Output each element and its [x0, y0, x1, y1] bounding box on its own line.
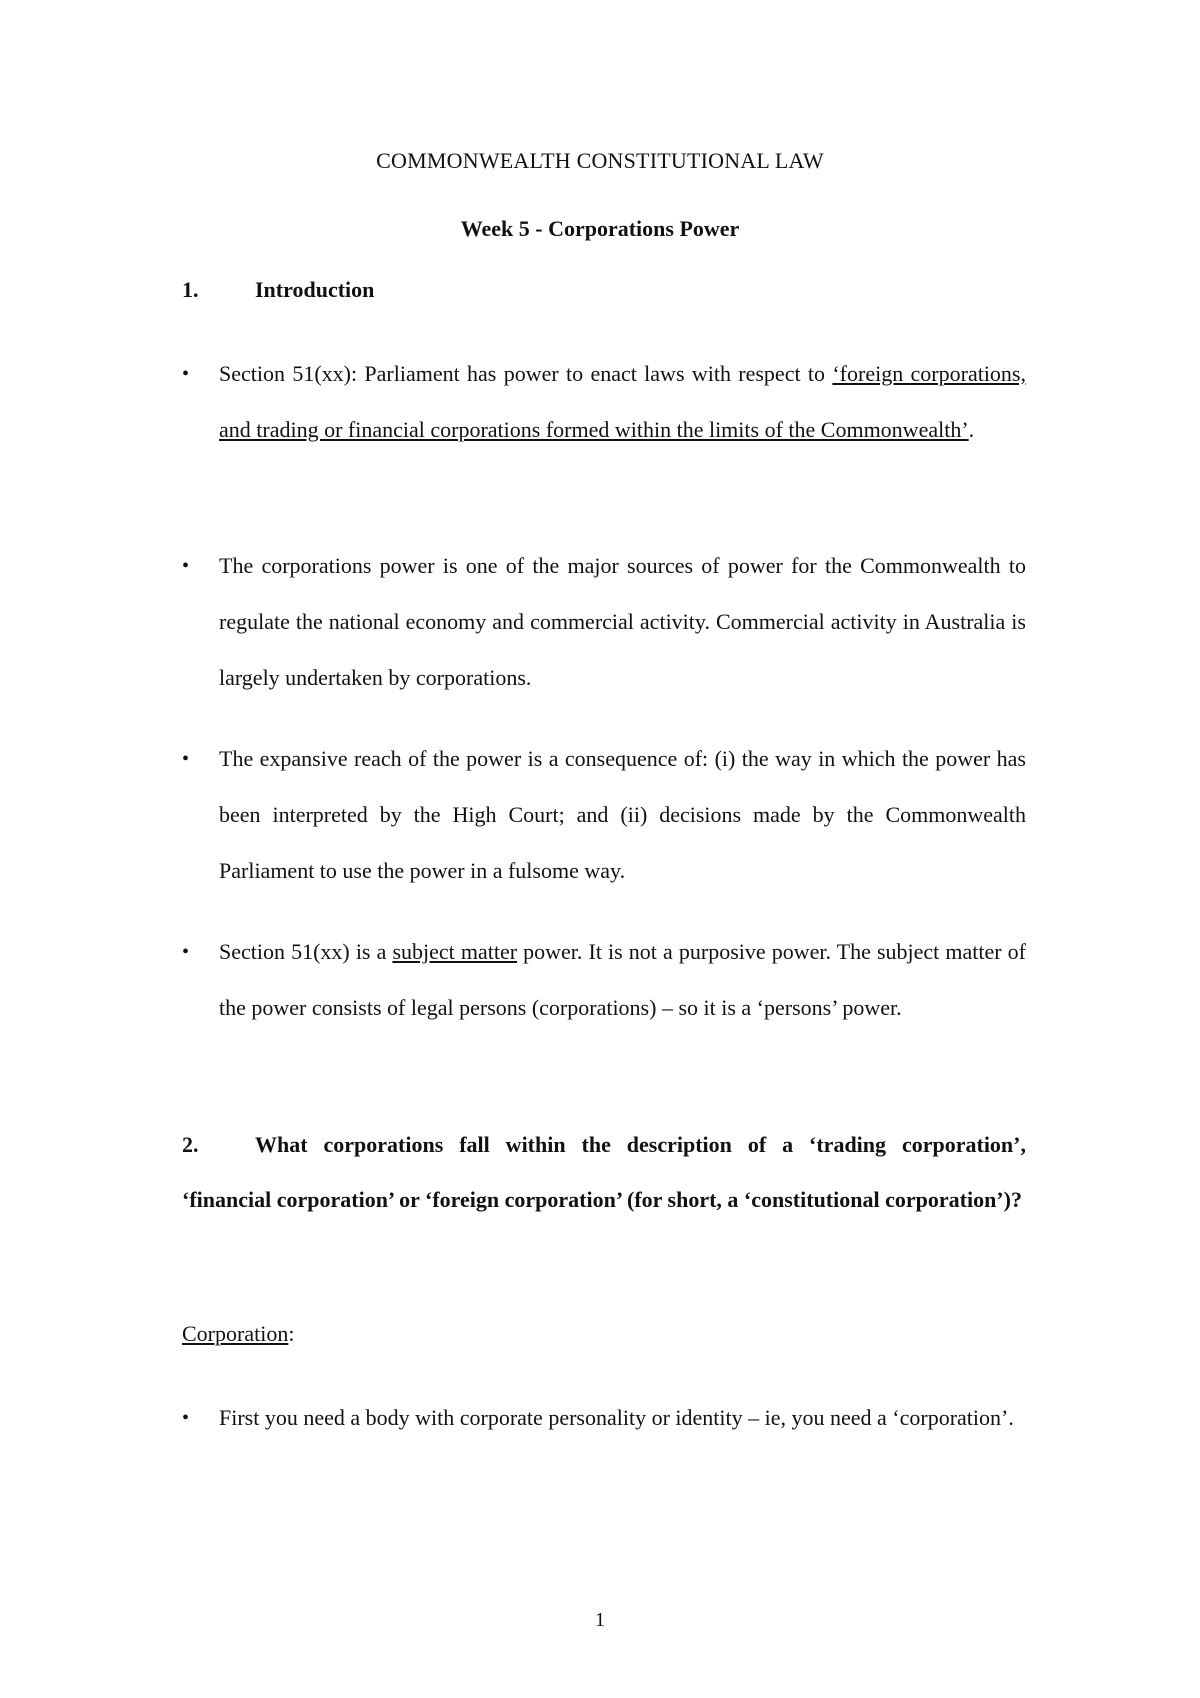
bullet-icon: •: [182, 748, 190, 770]
section-1-title: Introduction: [255, 277, 375, 302]
section-2-heading: [182, 1117, 1026, 1227]
bullet-text: Section 51(xx) is a subject matter power. It is not a purposive power. The subject matter of the power consists of legal persons (corporations) – so it is a ‘persons’ power.: [219, 939, 1026, 1020]
week-title: Week 5 - Corporations Power: [460, 216, 740, 241]
bullet-text: The corporations power is one of the major sources of power for the Commonwealth to regulate the national economy and commercial activity. Commercial activity in Australia is largely undertaken by corporations.: [219, 553, 1026, 690]
list-item: [182, 1390, 1026, 1446]
section-2-title: What corporations fall within the description of a ‘trading corporation’, ‘financial corporation’ or ‘foreign corporation’ (for short, a ‘constitutional corporation’)?: [182, 1132, 1026, 1212]
subheading-label: Corporation: [182, 1321, 289, 1346]
list-item: [182, 538, 1026, 706]
bullet-icon: •: [182, 363, 190, 385]
bullet-text: Section 51(xx): Parliament has power to enact laws with respect to ‘foreign corporations, and trading or financial corporations formed within the limits of the Commonwealth’.: [219, 361, 1026, 442]
section-1-heading: [182, 277, 1026, 303]
bullet-icon: •: [182, 941, 190, 963]
page-number: 1: [595, 1609, 605, 1631]
underlined-term: subject matter: [392, 939, 518, 964]
subheading: Corporation:: [182, 1321, 295, 1346]
document-title: COMMONWEALTH CONSTITUTIONAL LAW: [376, 148, 824, 173]
section-1-number: 1.: [182, 277, 199, 302]
bullet-icon: •: [182, 1407, 190, 1429]
list-item: [182, 731, 1026, 899]
list-item: [182, 346, 1026, 458]
section-2-number: 2.: [182, 1132, 199, 1157]
bullet-text: The expansive reach of the power is a consequence of: (i) the way in which the power has been interpreted by the High Court; and (ii) decisions made by the Commonwealth Parliament to use the power in a fulsome way.: [219, 746, 1026, 883]
bullet-text: First you need a body with corporate personality or identity – ie, you need a ‘corporation’.: [219, 1405, 1014, 1430]
underlined-quote: ‘foreign corporations, and trading or financial corporations formed within the limits of the Commonwealth’: [219, 361, 1026, 442]
list-item: [182, 924, 1026, 1036]
bullet-icon: •: [182, 555, 190, 577]
